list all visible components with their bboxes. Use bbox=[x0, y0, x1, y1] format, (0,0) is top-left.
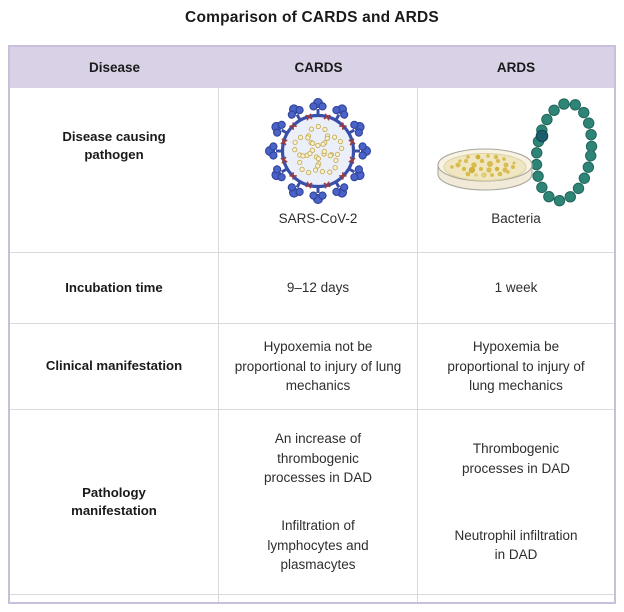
bottom-strip-cell bbox=[219, 595, 418, 602]
ards-clinical-cell bbox=[418, 324, 614, 410]
cards-pathology-paragraph-1: An increase of thrombogenic processes in DAD bbox=[263, 431, 373, 486]
ards-pathogen-cell bbox=[418, 88, 614, 253]
sars-cov-2-virion-icon bbox=[248, 95, 388, 208]
row-label-clinical-manifestation bbox=[10, 324, 219, 410]
comparison-table bbox=[8, 45, 616, 604]
bottom-strip-cell bbox=[10, 595, 219, 602]
cards-clinical-cell bbox=[219, 324, 418, 410]
header-cell-ards: ARDS bbox=[418, 47, 614, 88]
bottom-strip-cell bbox=[418, 595, 614, 602]
ards-clinical-text: Hypoxemia be proportional to injury of lung mechanics bbox=[447, 339, 585, 394]
bacteria-chain bbox=[530, 100, 597, 205]
ards-incubation-cell bbox=[418, 253, 614, 324]
row-label-text: Pathology manifestation bbox=[71, 484, 157, 518]
cards-incubation-value: 9–12 days bbox=[286, 280, 350, 296]
cards-pathogen-cell bbox=[219, 88, 418, 253]
row-label-disease-causing-pathogen bbox=[10, 88, 219, 253]
row-label-pathology-manifestation bbox=[10, 410, 219, 595]
ards-pathology-cell bbox=[418, 410, 614, 595]
petri-dish bbox=[438, 149, 532, 190]
header-cell-disease: Disease bbox=[10, 47, 219, 88]
bacteria-dark-bead bbox=[536, 130, 547, 141]
cards-pathology-paragraph-2: Infiltration of lymphocytes and plasmacytes bbox=[267, 518, 369, 573]
cards-pathogen-caption: SARS-CoV-2 bbox=[278, 211, 358, 226]
cards-incubation-cell bbox=[219, 253, 418, 324]
figure-title: Comparison of CARDS and ARDS bbox=[185, 9, 439, 26]
row-label-text: Incubation time bbox=[65, 279, 163, 295]
ards-pathology-paragraph-2: Neutrophil infiltration in DAD bbox=[454, 527, 578, 563]
petri-dish-and-bacteria-chain-icon bbox=[418, 95, 614, 208]
row-label-text: Disease causing pathogen bbox=[62, 129, 166, 163]
header-cell-cards: CARDS bbox=[219, 47, 418, 88]
ards-incubation-value: 1 week bbox=[494, 280, 538, 296]
cards-clinical-text: Hypoxemia not be proportional to injury of lung mechanics bbox=[234, 339, 402, 394]
row-label-text: Clinical manifestation bbox=[45, 358, 183, 374]
row-label-incubation-time bbox=[10, 253, 219, 324]
ards-pathogen-caption: Bacteria bbox=[491, 211, 541, 226]
ards-pathology-paragraph-1: Thrombogenic processes in DAD bbox=[461, 441, 571, 476]
cards-pathology-cell bbox=[219, 410, 418, 595]
